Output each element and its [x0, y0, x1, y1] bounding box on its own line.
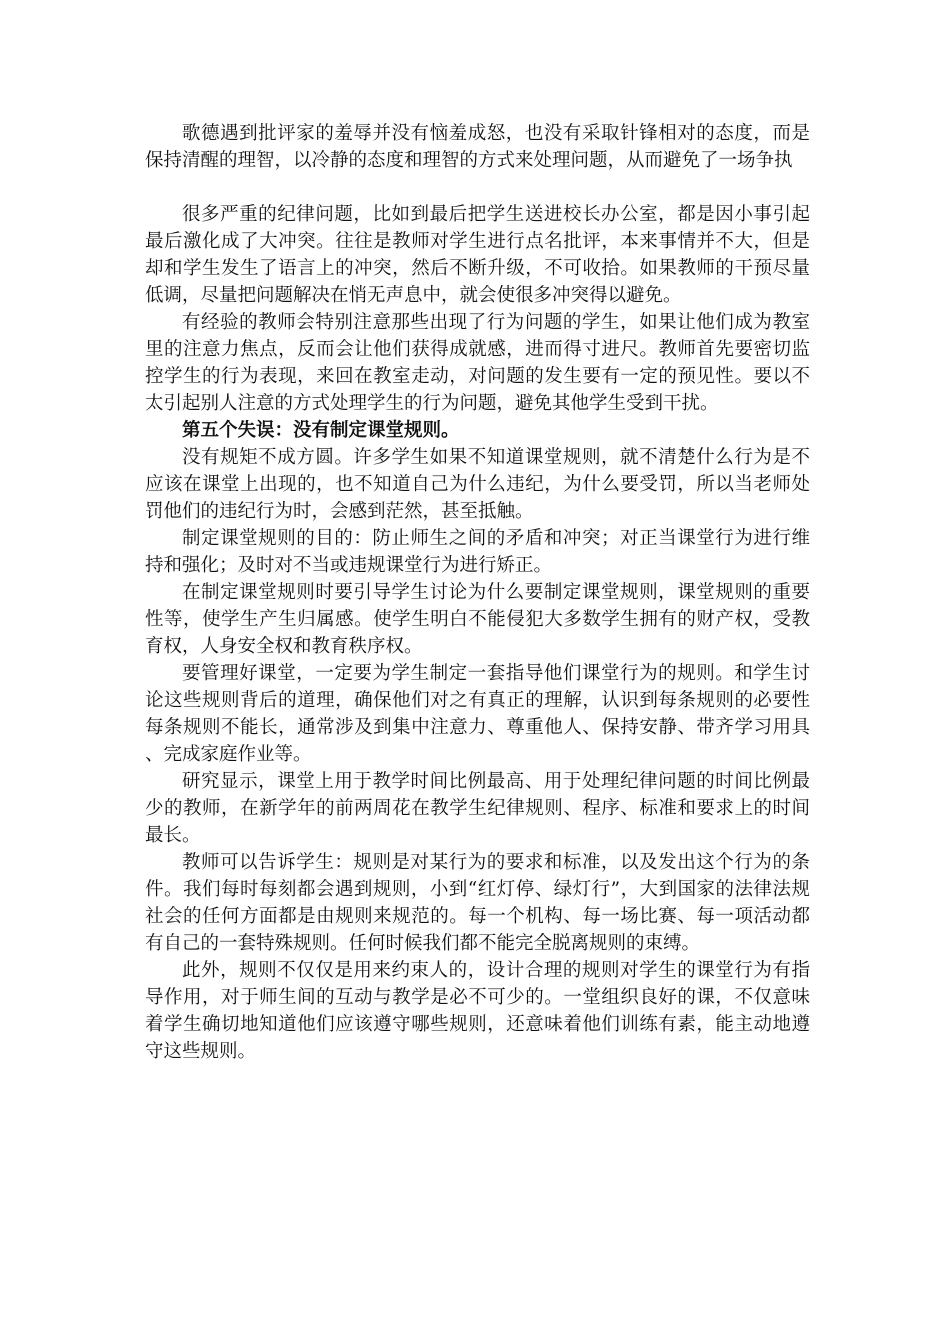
paragraph-no-rules: 没有规矩不成方圆。许多学生如果不知道课堂规则，就不清楚什么行为是不应该在课堂上出现的，也不知道自己为什么违纪，为什么要受罚，所以当老师处罚他们的违纪行为时，会感到茫然，甚至抵触。: [145, 447, 810, 522]
paragraph-experienced-teacher: 有经验的教师会特别注意那些出现了行为问题的学生，如果让他们成为教室里的注意力焦点，反而会让他们获得成就感，进而得寸进尺。教师首先要密切监控学生的行为表现，来回在教室走动，对问题的发生要有一定的预见性。要以不太引起别人注意的方式处理学生的行为问题，避免其他学生受到干扰。: [145, 312, 810, 414]
section-heading-fifth-mistake: 第五个失误：没有制定课堂规则。: [182, 420, 460, 441]
paragraph-goethe: 歌德遇到批评家的羞辱并没有恼羞成怒，也没有采取针锋相对的态度，而是保持清醒的理智，以冷静的态度和理智的方式来处理问题，从而避免了一场争执: [145, 123, 810, 171]
document-page: [145, 120, 810, 1065]
paragraph-manage-classroom: 要管理好课堂，一定要为学生制定一套指导他们课堂行为的规则。和学生讨论这些规则背后的道理，确保他们对之有真正的理解，认识到每条规则的必要性每条规则不能长，通常涉及到集中注意力、尊重他人、保持安静、带齐学习用具、完成家庭作业等。: [145, 663, 810, 765]
paragraph-tell-students: 教师可以告诉学生：规则是对某行为的要求和标准，以及发出这个行为的条件。我们每时每刻都会遇到规则，小到“红灯停、绿灯行”，大到国家的法律法规社会的任何方面都是由规则来规范的。每一个机构、每一场比赛、每一项活动都有自己的一套特殊规则。任何时候我们都不能完全脱离规则的束缚。: [145, 852, 810, 954]
paragraph-discipline-conflict: 很多严重的纪律问题，比如到最后把学生送进校长办公室，都是因小事引起最后激化成了大冲突。往往是教师对学生进行点名批评，本来事情并不大，但是却和学生发生了语言上的冲突，然后不断升级，不可收拾。如果教师的干预尽量低调，尽量把问题解决在悄无声息中，就会使很多冲突得以避免。: [145, 204, 810, 306]
paragraph-rules-guidance: 此外，规则不仅仅是用来约束人的，设计合理的规则对学生的课堂行为有指导作用，对于师生间的互动与教学是必不可少的。一堂组织良好的课，不仅意味着学生确切地知道他们应该遵守哪些规则，还意味着他们训练有素，能主动地遵守这些规则。: [145, 960, 810, 1062]
paragraph-rules-purpose: 制定课堂规则的目的：防止师生之间的矛盾和冲突；对正当课堂行为进行维持和强化；及时对不当或违规课堂行为进行矫正。: [145, 528, 810, 576]
paragraph-research: 研究显示，课堂上用于教学时间比例最高、用于处理纪律问题的时间比例最少的教师，在新学年的前两周花在教学生纪律规则、程序、标准和要求上的时间最长。: [145, 771, 810, 846]
paragraph-rules-discussion: 在制定课堂规则时要引导学生讨论为什么要制定课堂规则，课堂规则的重要性等，使学生产生归属感。使学生明白不能侵犯大多数学生拥有的财产权，受教育权，人身安全权和教育秩序权。: [145, 582, 810, 657]
